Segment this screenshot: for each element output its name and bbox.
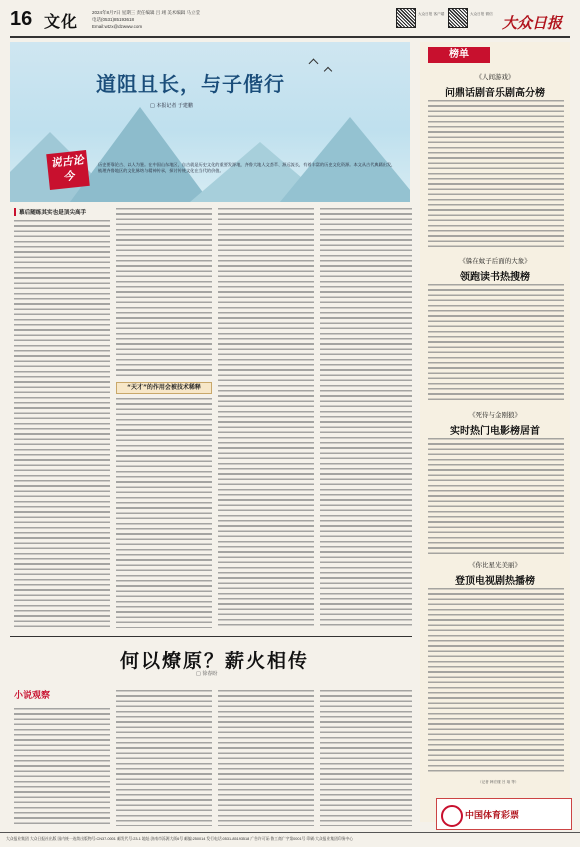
badge-box [14,688,70,704]
text-block [116,398,212,628]
footer-text: 大众报业集团 大众日报社出版 国内统一连续出版物号:CN37-0001 邮发代号:23-1 地址:济南市泺源大街6号 邮编:250014 发行电话:0531-85193518 广告许可证:鲁工商广字第0001号 印刷:大众报业集团印务中心 [6,837,354,841]
sidebar-tag: 榜单 [428,47,490,63]
lead-column-3 [218,208,314,628]
second-column-1 [14,708,110,826]
text-block [14,220,110,628]
lead-subhead: 慕后随练其实也是顶尖高手 [14,208,110,216]
lead-column-1 [14,208,110,628]
date-line: 2024年8月7日 星期三 责任编辑 吕 翊 美术编辑 马立莹 [92,10,201,15]
sidebar-item-title[interactable]: 实时热门电影榜居首 [450,426,540,437]
sidebar-item-title[interactable]: 领跑读书热搜榜 [460,272,530,283]
qr-code-icon[interactable] [396,8,416,28]
lead-column-2 [116,208,212,628]
second-column-2 [116,690,212,826]
sidebar-item-title[interactable]: 问鼎话剧音乐剧高分榜 [445,88,545,99]
sidebar-kicker: 《死侍与金刚狼》 [469,411,521,419]
lottery-logo-icon [441,805,463,827]
bird-icon [324,67,332,75]
text-block [320,208,412,628]
sidebar-credit: （记者 韩宏楼 吕 翊 等） [478,780,519,784]
second-author: □ 徐春盼 [196,671,218,677]
qr-label: 大众日报 微信 [470,12,493,16]
qr-code-icon[interactable] [448,8,468,28]
second-column-4 [320,690,412,826]
section-title: 文化 [44,14,79,31]
text-block [218,208,314,628]
lottery-ad[interactable] [436,798,572,830]
footer-bar [0,832,580,847]
text-block [116,208,212,378]
sidebar-text [428,438,564,554]
second-column-3 [218,690,314,826]
bird-icon [309,59,319,69]
sidebar-kicker: 《人间游戏》 [475,73,515,81]
sidebar-kicker: 《躲在蚊子后面的大象》 [459,257,531,265]
lead-author: □ 本报记者 于建鹏 [150,103,193,109]
lead-subhead: “天才”的作用会被技术稀释 [116,382,212,394]
section-divider [10,636,412,637]
sidebar-kicker: 《你比星光美丽》 [469,561,521,569]
sidebar-item-title[interactable]: 登顶电视剧热播榜 [455,576,535,587]
lead-title: 道阻且长，与子偕行 [96,72,285,96]
qr-label: 大众日报 客户端 [418,12,445,16]
header-rule [10,36,570,38]
ad-text: 中国体育彩票 [465,811,520,821]
second-title: 何以燎原？薪火相传 [120,650,310,672]
sidebar-text [428,588,564,774]
lead-column-4 [320,208,412,628]
sidebar-text [428,100,564,248]
email-line: Email:wtzx@dzwww.com [92,24,143,29]
stamp-badge: 说古论今 [46,150,90,190]
page-number: 16 [10,8,33,30]
badge-label: 小说观察 [14,691,51,701]
lead-intro: 历史要靠论古、以人为鉴。在中国山东地区，自古就是历史文化的重要发源地，齐鲁大地人文荟萃、源远流长，有着丰富的历史文化资源。本文从古代典籍出发，梳理齐鲁地区的文化脉络与精神传承，探讨传统文化在当代的价值。 [98,162,396,173]
masthead-logo: 大众日报 [501,14,562,32]
phone-line: 电话(0531)85193618 [92,17,135,22]
sidebar-text [428,284,564,402]
